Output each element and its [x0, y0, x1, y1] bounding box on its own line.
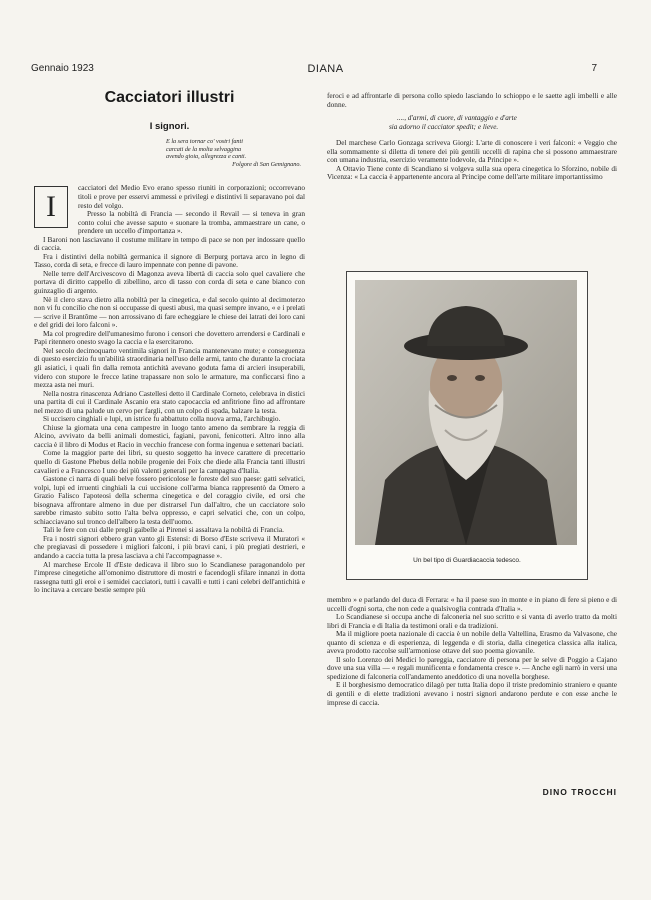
- right-column-bottom: [327, 596, 617, 707]
- paragraph: I Baroni non lasciavano il costume militare in tempo di pace se non per indossare quello di caccia.: [34, 234, 305, 253]
- paragraph: Come la maggior parte dei libri, su questo soggetto ha invece carattere di precettario quello di Gastone Phebus della nobile progenie dei Foix che diede alla Francia tanti illustri cavalieri e a Francesco I uno dei più valenti generali per la campagna d'Italia.: [34, 448, 305, 475]
- page-number: 7: [591, 63, 597, 74]
- paragraph: Nelle terre dell'Arcivescovo di Magonza aveva libertà di caccia solo quel cavaliere che portava di diritto cappello di zibellino, arco di tasso con corda di seta e cane bianco con guinzaglio di argento.: [34, 268, 305, 296]
- paragraph: Ma col progredire dell'umanesimo furono i censori che dovettero arrendersi e Cardinali e Papi ritennero onesto svago la caccia e la esercitarono.: [34, 328, 305, 347]
- paragraph: Lo Scandianese si occupa anche di falconeria nel suo scritto e si vanta di averlo tratto da molti libri di Francia e di Italia da testimoni orali e da tradizioni.: [327, 612, 617, 630]
- epigraph-line: carcati de la molta selvaggina: [166, 145, 242, 153]
- paragraph: Al marchese Ercole II d'Este dedicava il libro suo lo Scandianese paragonandolo per l'imprese cinegetiche all'omonimo distruttore di mostri e facendogli sfilare innanzi in dotta rassegna tutti gli eroi e i semidei cacciatori, tutti i cavalli e tutti i cani celebri dell'antichità e lo incitava a cercare bestie sempre più: [34, 559, 305, 595]
- paragraph: cacciatori del Medio Evo erano spesso riuniti in corporazioni; occorrevano titoli e prove per esservi ammessi e privilegi e distintivi li separavano poi dal resto del volgo.: [78, 183, 305, 210]
- author-signature: DINO TROCCHI: [542, 787, 617, 797]
- article-body-left: [34, 184, 305, 594]
- paragraph: Si uccisero cinghiali e lupi, un istrice fu abbattuto colla nuova arma, l'archibugio.: [43, 414, 281, 424]
- epigraph: [166, 138, 305, 168]
- issue-date: Gennaio 1923: [31, 63, 94, 74]
- paragraph: Del marchese Carlo Gonzaga scriveva Giorgi: L'arte di conoscere i veri falconi: « Veggio che ella sommamente si diletta di tenere dei più gentili uccelli di rapina che si possono ammaestrare con umana industria, esercizio veramente lodevole, da Principe ».: [327, 138, 617, 165]
- paragraph: Nel secolo decimoquarto ventimila signori in Francia mantenevano mute; e conseguenza di questo esercizio fu un'abilità straordinaria nell'uso delle armi, tanto che durante la crociata gli asiatici, i quali fin dalla remota antichità avevano goduta fama di arcieri insuperabili, videro con stupore le frecce latine trapassare non solo le armature, ma conficcarsi fino a mezza asta nei muri.: [34, 345, 305, 390]
- paragraph: E il borghesismo democratico dilagò per tutta Italia dopo il triste predominio straniero e quante di gentili e di elette tradizioni avevano i nostri signori andarono perdute e con esse anche le imprese di caccia.: [327, 680, 617, 707]
- paragraph: Fra i nostri signori ebbero gran vanto gli Estensi: di Borso d'Este scriveva il Muratori « che pregiavasi di possedere i migliori falconi, i più bravi cani, i più pregiati destrieri, e andando a caccia tutta la presa lasciava a chi l'accompagnasse ».: [34, 533, 305, 560]
- epigraph-attribution: Folgore di San Gemignano.: [232, 160, 301, 168]
- article-title: Cacciatori illustri: [104, 89, 235, 106]
- verse-line: sia adorno il cacciator spedit; e lieve.: [389, 122, 499, 131]
- verse-quote: [327, 114, 617, 131]
- paragraph: Ma il migliore poeta nazionale di caccia è un nobile della Valtellina, Erasmo da Valvasone, che quanto di scienza e di esperienza, di leggenda e di storia, dalla cinegetica classica alla italica, aveva prodotto raccolse sull'armoniose ottave del suo poema giovanile.: [327, 629, 617, 656]
- drop-cap: I: [34, 186, 68, 228]
- right-column-top: [327, 92, 617, 182]
- epigraph-line: avendo gioia, allegrezza e canti.: [166, 153, 247, 161]
- paragraph: Tali le fere con cui dalle pregli gaibelle ai Pirenei si assaltava la nobiltà di Francia.: [43, 525, 285, 535]
- article-subtitle: I signori.: [149, 120, 190, 132]
- paragraph: feroci e ad affrontarle di persona collo spiedo lasciando lo schioppo e le saette agli imbelli e alle donne.: [327, 91, 617, 109]
- magazine-title: DIANA: [307, 63, 344, 75]
- paragraph: Presso la nobiltà di Francia — secondo il Revail — si teneva in gran conto colui che avesse saputo « suonare la tromba, ammaestrare un cane, o prendere un uccello d'importanza ».: [78, 209, 305, 236]
- paragraph: Nella nostra rinascenza Adriano Castellesi detto il Cardinale Corneto, celebrava in distici una partita di cui il Cardinale Ascanio era stato capocaccia ed anfitrione fino ad affrontare nel mezzo di una palude un cervo per fargli, con un colpo di spada, balzare la testa.: [34, 388, 305, 415]
- paragraph: Il solo Lorenzo dei Medici lo pareggia, cacciatore di persona per le selve di Poggio a Cajano dove una sua villa — « regali munificenta e fondamenta cresce ». — Anche egli narrò in versi una spedizione di falconeria coll'andamento aneddotico di una novella borghese.: [327, 654, 617, 681]
- paragraph: Chiuse la giornata una cena campestre in luogo tanto ameno da sembrare la reggia di Alcino, avvivato da belli animali domestici, fagiani, pavoni, fenicotteri. Altro inno alla caccia è il libro di Modus et Racio in vecchio francese con forma ingenua e settenari baciati.: [34, 422, 305, 449]
- paragraph: Nè il clero stava dietro alla nobiltà per la cinegetica, e dal secolo quinto al decimoterzo non vi fu concilio che non si occupasse di questi abusi, ma quasi sempre invano, « e i prelati — scrive il Brantôme — non arrossivano di fare echeggiare le chiese dei latrati dei loro cani e del gridi dei loro falconi ».: [34, 294, 305, 330]
- gamekeeper-photo: [355, 280, 577, 545]
- paragraph: Fra i distintivi della nobiltà germanica il signore di Berpurg portava arco in legno di Tasso, corda di seta, e frecce di lauro impennate con penne di pavone.: [34, 251, 305, 270]
- photo-figure: [346, 271, 588, 580]
- photo-caption: Un bel tipo di Guardiacaccia tedesco.: [413, 557, 521, 564]
- verse-line: ...., d'armi, di cuore, di vantaggio e d'arte: [397, 114, 517, 123]
- epigraph-line: E la sera tornar co' vostri fanti: [166, 138, 243, 146]
- paragraph: membro » e parlando del duca di Ferrara: « ha il paese suo in monte e in piano di fere si pieno e di uccelli d'ogni sorta, che non cede a qualsivoglia contrada d'Italia ».: [327, 595, 617, 613]
- left-column: [34, 89, 305, 595]
- paragraph: A Ottavio Tiene conte di Scandiano si volgeva sulla sua opera cinegetica lo Sforzino, nobile di Vicenza: « La caccia è appartenente ancora al Principe come dell'arte militare importantissimo: [327, 163, 617, 182]
- paragraph: Gastone ci narra di quali belve fossero pericolose le foreste del suo paese: gatti selvatici, volpi, lupi ed irruenti cinghiali la cui uccisione coll'arma bianca rappresentò da Omero a Grazio Falisco l'apoteosi della scherma cinegetica e del coraggio civile, ed orsi che bisognava affrontare almeno in due per distrarsel l'un dall'altro, che un cacciatore solo sarebbe rimasto subito sotto l'alta belva oppresso, e capri selvatici che, con un colpo, schiacciavano sul tronco dell'albero la testa dell'uomo.: [34, 474, 305, 526]
